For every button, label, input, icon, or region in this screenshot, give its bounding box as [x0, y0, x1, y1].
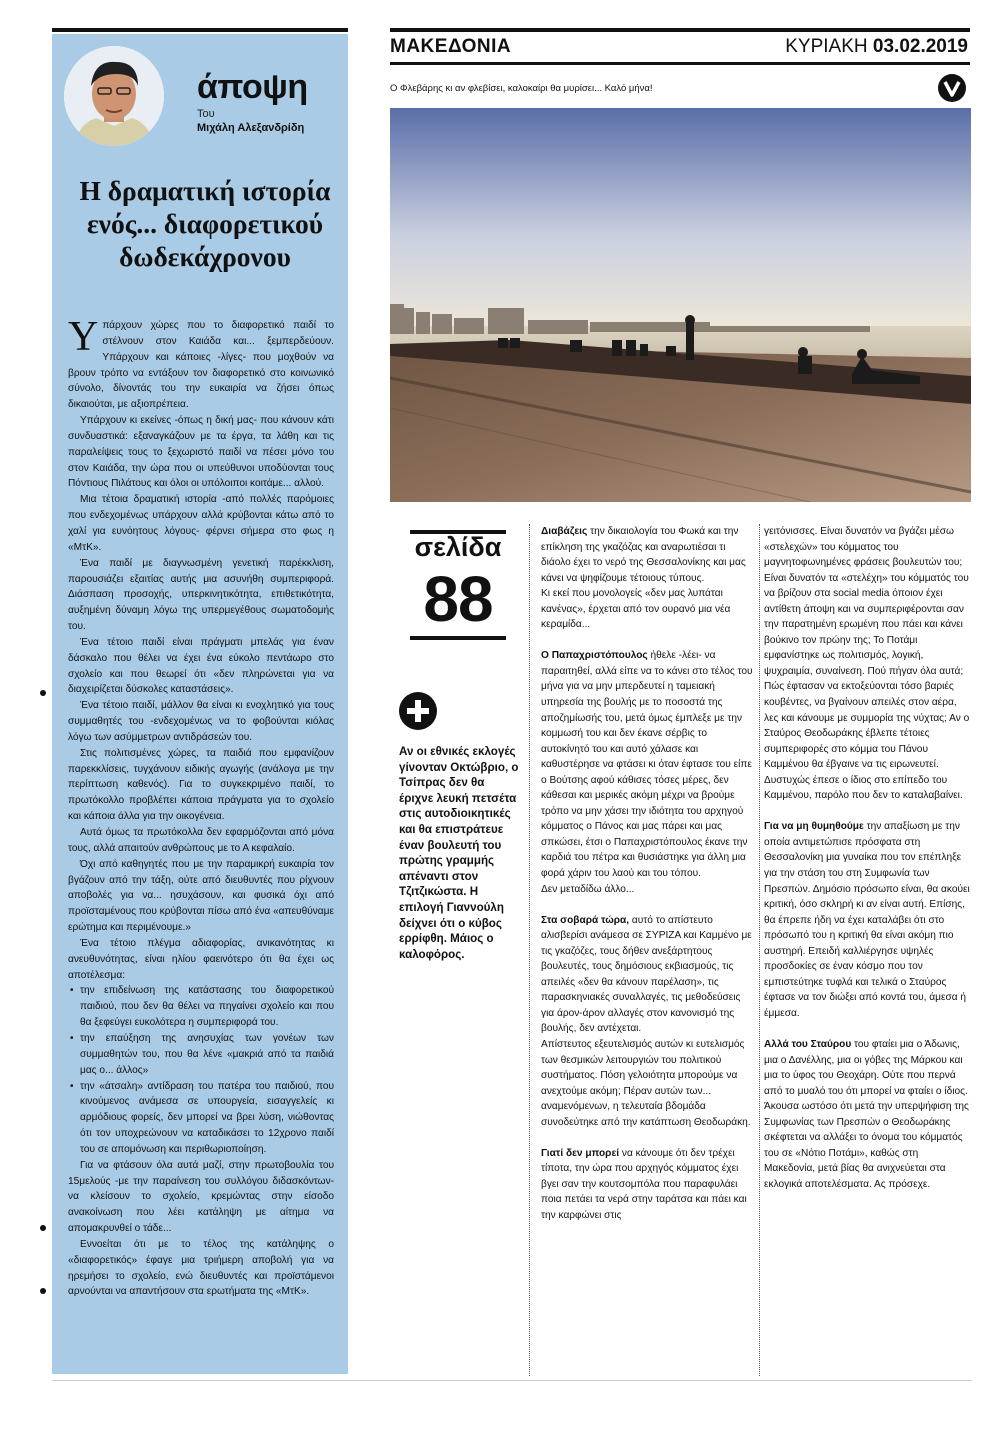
plus-icon	[399, 692, 437, 730]
opinion-body	[68, 314, 335, 1300]
plus-note: Αν οι εθνικές εκλογές γίνονταν Οκτώβριο, ο Τσίπρας δεν θα έριχνε λευκή πετσέτα στις αυτοδιοικητικές και θα επιστράτευε έναν βουλευτή του πρώτης γραμμής απέναντι στον Τζιτζικώστα. Η επιλογή Γιαννούλη δείχνει ότι ο κύβος ερρίφθη. Μάιος ο καλοφόρος.	[399, 745, 519, 961]
page-box-bottom-rule	[410, 636, 506, 640]
page-number: 88	[423, 563, 493, 635]
opinion-column	[52, 34, 348, 1374]
opinion-paragraph: Στις πολιτισμένες χώρες, τα παιδιά που εμφανίζουν παρεκκλίσεις, τυγχάνουν ειδικής αγωγής (ανάλογα με την περίπτωση καθενός). Για το συγκεκριμένο παιδί, το πρωτόκολλο προβλέπει κάποια πράγματα για το σχολείο και κάποια άλλα για την οικογένεια.	[68, 747, 334, 823]
opinion-bullet: • την επιδείνωση της κατάστασης του διαφορετικού παιδιού, που δεν θα θέλει να πηγαίνει σχολείο και που θα ξεφεύγει ευκολότερα η συμπεριφορά του.	[80, 983, 334, 1031]
opinion-paragraph: Ένα παιδί με διαγνωσμένη γενετική παρέκκλιση, παρουσιάζει εξαιτίας αυτής μια ασυνήθη συμπεριφορά. Διάσπαση προσοχής, υπερκινητικότητα, επιθετικότητα, αυξημένη δύναμη λόγω της υπερμεγέθους σωματοδομής του.	[68, 557, 334, 633]
header-bottom-rule	[390, 62, 970, 65]
page-label: σελίδα	[414, 532, 502, 562]
column-paragraph: Αλλά του Σταύρου του φταίει μια ο Άδωνις, μια ο Δανέλλης, μια οι γόβες της Μάρκου και μια το ύφος του Θεοχάρη. Ούτε που περνά από το μυαλό του ότι μπορεί να φταίει ο ίδιος. Άκουσα ωστόσο ότι μετά την υπερψήφιση της Συμφωνίας των Πρεσπών ο Θεοδωράκης σκέφτεται να αλλάξει το όνομα του κόμματός του σε «Νότιο Ποτάμι», καθώς στη Μακεδονία, μετά βίας θα ανιχνεύεται στα εκλογικά αποτελέσματα. Ας πρόσεχε.	[764, 1038, 969, 1190]
column-divider	[529, 524, 530, 1376]
opinion-paragraph: Για να φτάσουν όλα αυτά μαζί, στην πρωτοβουλία του 15μελούς -με την παραίνεση του συλλόγου διδασκόντων- να κλείσουν το σχολείο, κρεμώντας στην είσοδο ανακοίνωση που λέει κατάληψη με αίτημα να απομακρυνθεί ο τάδε...	[68, 1159, 334, 1235]
opinion-paragraph: Όχι από καθηγητές που με την παραμικρή ευκαιρία τον βγάζουν από την τάξη, ούτε από διευθυντές που ρίχνουν αποβολές για να... ησυχάσουν, και φυσικά όχι από προϊσταμένους που κρύβονται πίσω από ένα «απευθύναμε ερώτημα και περιμένουμε.»	[68, 858, 335, 934]
dropcap: Υ	[68, 314, 99, 360]
column-paragraph: Στα σοβαρά τώρα, αυτό το απίστευτο αλισβερίσι ανάμεσα σε ΣΥΡΙΖΑ και Καμμένο με τις γκαζόζες, τους δήθεν ανεξάρτητους βουλευτές, τους δημόσιους εκβιασμούς, τις απειλές «δεν θα κάνουν παρέλαση», τις παρασκηνιακές συναλλαγές, τις μεθοδεύσεις για άρον-άρον αλλαγές στον κανονισμό της βουλής, δεν αντέχεται. Απίστευτος εξευτελισμός αυτών κι ευτελισμός των θεσμικών λειτουργιών του πολιτικού συστήματος. Πόση γελοιότητα μπορούμε να ανεχτούμε ακόμη; Πέραν αυτών των... αναμενόμενων, η τελευταία βδομάδα συνοδεύτηκε από την κατάπτωση Θεοδωράκη.	[541, 914, 752, 1128]
margin-dot	[40, 1288, 46, 1294]
opinion-paragraph: Μια τέτοια δραματική ιστορία -από πολλές παρόμοιες που ενδεχομένως υπάρχουν αλλά κρύβονται κάτω από το χαλί για ευνόητους λόγους- φέρνει σήμερα στο φως η «ΜτΚ».	[68, 494, 334, 553]
newspaper-name: ΜΑΚΕΔΟΝΙΑ	[390, 36, 512, 57]
column-divider	[759, 524, 760, 1376]
issue-day: ΚΥΡΙΑΚΗ	[785, 36, 868, 57]
issue-date-value: 03.02.2019	[872, 36, 968, 57]
opinion-first-paragraph: Υπάρχουν χώρες που το διαφορετικό παιδί το στέλνουν στον Καιάδα και... ξεμπερδεύουν. Υπάρχουν και κάποιες -λίγες- που μοχθούν να βρουν τρόπο να εντάξουν τον διαφορετικό στο κοινωνικό σύνολο, δίνοντάς του την ευκαιρία να ζήσει όπως δικαιούται, με αξιοπρέπεια.	[68, 314, 334, 411]
opinion-bullet-list	[68, 983, 334, 1157]
opinion-title: Η δραματική ιστορία ενός... διαφορετικού δωδεκάχρονου	[79, 175, 331, 272]
author-avatar	[64, 46, 164, 146]
opinion-paragraph: Αυτά όμως τα πρωτόκολλα δεν εφαρμόζονται από μόνα τους, αλλά απαιτούν ανθρώπους με το Α κεφαλαίο.	[68, 827, 334, 854]
opinion-paragraph: Ένα τέτοιο παιδί είναι πράγματι μπελάς για έναν δάσκαλο που θέλει να έχει ένα εύκολο πεντάωρο στο σχολείο και που θεωρεί ότι «δεν πληρώνεται για να διαχειρίζεται δύσκολες καταστάσεις».	[68, 636, 334, 696]
opinion-paragraph: Υπάρχουν κι εκείνες -όπως η δική μας- που κάνουν κάτι συνδυαστικά: εξαναγκάζουν με τα έργα, τα λάθη και τις παραλείψεις τους το ξεχωριστό παιδί να πέσει μόνο του στον Καιάδα, την ώρα που οι υπεύθυνοι υποδύονται τους Πόντιους Πιλάτους και όλοι οι υπόλοιποι κοιτάμε... αλλού.	[68, 415, 334, 490]
opinion-bullet: • την «άτσαλη» αντίδραση του πατέρα του παιδιού, που κινούμενος ανάμεσα σε υπουργεία, εισαγγελείς κι αρμόδιους φορείς, δεν μπορεί να βρει λύση, νιώθοντας ότι τον υποχρεώνουν να καταδικάσει το 12χρονο παιδί του σε απομόνωση και περιθωριοποίηση.	[80, 1079, 334, 1158]
opinion-kicker: άποψη	[197, 68, 308, 106]
author-name: Μιχάλη Αλεξανδρίδη	[197, 122, 305, 134]
opinion-paragraph: Ένα τέτοιο πλέγμα αδιαφορίας, ανικανότητας κι ανευθυνότητας, είναι ηλίου φαεινότερο ότι θα έχει ως αποτέλεσμα:	[68, 937, 334, 981]
column-paragraph: Για να μη θυμηθούμε την απαξίωση με την οποία αντιμετώπισε πρόσφατα στη Θεσσαλονίκη μια γυναίκα που τον επέπληξε για την στάση του στη Συμφωνία των Πρεσπών. Δημόσιο πρόσωπο είναι, θα ακούει κριτική, όσο σκληρή κι αν είναι αυτή. Επίσης, θα έπρεπε ήδη να έχει καταλάβει ότι στο πρόσωπό του η κριτική θα είναι ακόμη πιο αυστηρή. Επειδή καλλιέργησε υψηλές προσδοκίες σε έναν κόσμο που τον εμπιστεύτηκε τυφλά και τελικά ο Σταύρος έφτασε να τον διώξει από κοντά του, άμεσα ή έμμεσα.	[764, 821, 970, 1019]
column-paragraph: Ο Παπαχριστόπουλος ήθελε -λέει- να παραιτηθεί, αλλά είπε να το κάνει στο τέλος του μήνα για να μην μπερδευτεί η ταμειακή υπηρεσία της βουλής με το ποσοστά της αποζημίωσής του, μετά όμως έμπλεξε με την κομμωσή του και δεν έκανε σέρβις το αυτοκίνητό του και αυτό χάλασε και καθυστέρησε να φτάσει κι όταν έφτασε του είπε ο Βούτσης αφού κάθισες τόσες μέρες, δεν κάθεσαι και μερικές ακόμη μέχρι να βρούμε τρόπο να μην χάσει την ιδιότητα του αρχηγού κόμματος ο Πάνος και μας πάρει και μας σπκώσει, έτσι ο Παπαχριστόπουλος έκανε την καρδιά του πέτρα και θυσιάστηκε για άλλη μια φορά χάριν του λαού και του τόπου. Δεν μεταδίδω άλλο...	[541, 650, 753, 895]
margin-dot	[40, 1225, 46, 1231]
tagline: Ο Φλεβάρης κι αν φλεβίσει, καλοκαίρι θα μυρίσει... Καλό μήνα!	[390, 83, 653, 94]
opinion-paragraph: Εννοείται ότι με το τέλος της κατάληψης ο «διαφορετικός» έφαγε μια τριήμερη αποβολή για να ηρεμήσει το σχολείο, ενώ διευθυντές και προϊστάμενοι αρνούνται να απαντήσουν στα ερωτήματα της «ΜτΚ».	[68, 1238, 334, 1298]
column-paragraph: Διαβάζεις την δικαιολογία του Φωκά και την επίκληση της γκαζόζας και αναρωτιέσαι τι διάολο έχει το νερό της Θεσσαλονίκης και μας κάνει να ψηφίζουμε τέτοιους τύπους. Κι εκεί που μονολογείς «δεν μας λυπάται κανένας», έρχεται από τον ουρανό μια νέα κεραμίδα...	[541, 526, 746, 631]
issue-date	[785, 36, 968, 58]
bottom-rule	[52, 1380, 972, 1381]
opinion-top-rule	[52, 28, 348, 32]
margin-dot	[40, 690, 46, 696]
column-b	[764, 524, 972, 1208]
column-paragraph: γειτόνισσες. Είναι δυνατόν να βγάζει μέσω «στελεχών» του κόμματος του μαγνητοφωνημένες φράσεις βουλευτών του; Είναι δυνατόν τα «στελέχη» του κόμματός του να βρίζουν στα social media όποιον έχει αντίθετη άποψη και να συμπεριφέρονται σαν την παρατημένη ερωμένη που πάει και κάνει βούκινο τον πρώην της; Το Ποτάμι εμφανίστηκε ως πολιτισμός, λογική, ψυχραιμία, συναίνεση. Πού πήγαν όλα αυτά; Πώς έφτασαν να εκτοξεύονται τόσο βαριές κουβέντες, να βγαίνουν απειλές στον αέρα, λες και κάνουμε με συμμορία της νύχτας; Αν ο Σταύρος Θεοδωράκης έβλεπε τέτοιες συμπεριφορές στο κόμμα του Πάνου Καμμένου θα έβγαινε να τις ειρωνευτεί. Δυστυχώς έπεσε ο ίδιος στο επίπεδο του Καμμένου, παρόλο που δεν το καταλαβαίνει.	[764, 526, 970, 802]
opinion-paragraph: Ένα τέτοιο παιδί, μάλλον θα είναι κι ενοχλητικό για τους συμμαθητές του -ενδεχομένως να το φοβούνται κιόλας λόγω των ασύμμετρων αντιδράσεών του.	[68, 700, 334, 743]
column-a	[541, 524, 755, 1239]
author-prefix: Του	[197, 108, 215, 120]
column-paragraph: Γιατί δεν μπορεί να κάνουμε ότι δεν τρέχει τίποτα, την ώρα που αρχηγός κόμματος έχει βγει σαν την κουτσομπόλα που παραφυλάει ποια πετάει τα νερά στην ταράτσα και πάει και την καρφώνει στις	[541, 1147, 747, 1221]
v-icon	[938, 74, 966, 102]
opinion-bullet: • την επαύξηση της ανησυχίας των γονέων των συμμαθητών του, που θα λένε «μακριά από τα παιδιά μας ο... άλλος»	[80, 1031, 334, 1079]
seafront-photo	[390, 108, 971, 502]
header-top-rule	[390, 28, 970, 32]
